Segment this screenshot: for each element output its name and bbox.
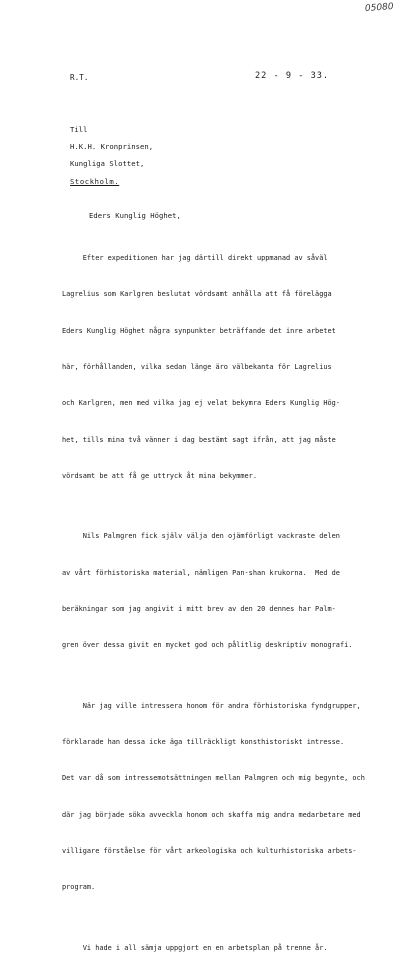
text-line: Vi hade i all sämja uppgjort en en arbetsplan på trenne år. [62,943,328,952]
salutation: Eders Kunglig Höghet, [89,211,181,220]
text-line: förklarade han dessa icke äga tillräckligt konsthistoriskt intresse. [62,737,345,746]
text-line: villigare förståelse för vårt arkeologiska och kulturhistoriska arbets- [62,846,357,855]
address-place: Kungliga Slottet, [70,159,145,168]
paragraph-1 [62,228,382,506]
text-line: Efter expeditionen har jag därtill direkt uppmanad av såväl [62,254,328,263]
text-line: Eders Kunglig Höghet några synpunkter beträffande det inre arbetet [62,326,336,335]
address-city: Stockholm. [70,177,120,186]
text-line: beräkningar som jag angivit i mitt brev av den 20 dennes har Palm- [62,604,336,613]
letter-date: 22 - 9 - 33. [255,71,330,81]
letter-body [62,228,382,978]
text-line: När jag ville intressera honom för andra förhistoriska fyndgrupper, [62,701,361,710]
paragraph-2 [62,506,382,675]
text-line: Lagrelius som Karlgren beslutat vördsamt anhålla att få förelägga [62,290,332,299]
paragraph-4 [62,917,382,977]
text-line: Nils Palmgren fick själv välja den ojämförligt vackraste delen [62,532,340,541]
paragraph-3 [62,675,382,917]
text-line: där jag började söka avveckla honom och skaffa mig andra medarbetare med [62,810,361,819]
text-line: av vårt förhistoriska material, nämligen Pan-shan krukorna. Med de [62,568,340,577]
text-line: och Karlgren, men med vilka jag ej velat bekymra Eders Kunglig Hög- [62,399,340,408]
text-line: här, förhållanden, vilka sedan länge äro välbekanta för Lagrelius [62,363,332,372]
address-name: H.K.H. Kronprinsen, [70,142,154,151]
text-line: het, tills mina två vänner i dag bestämt sagt ifrån, att jag måste [62,435,336,444]
text-line: program. [62,883,96,892]
text-line: gren över dessa givit en mycket god och pålitlig deskriptiv monografi. [62,641,353,650]
address-to: Till [70,125,88,134]
text-line: vördsamt be att få ge uttryck åt mina bekymmer. [62,471,257,480]
sender-initials: R.T. [70,73,89,82]
text-line: Det var då som intressemotsättningen mellan Palmgren och mig begynte, och [62,774,365,783]
archive-number: 05080 [365,2,395,14]
